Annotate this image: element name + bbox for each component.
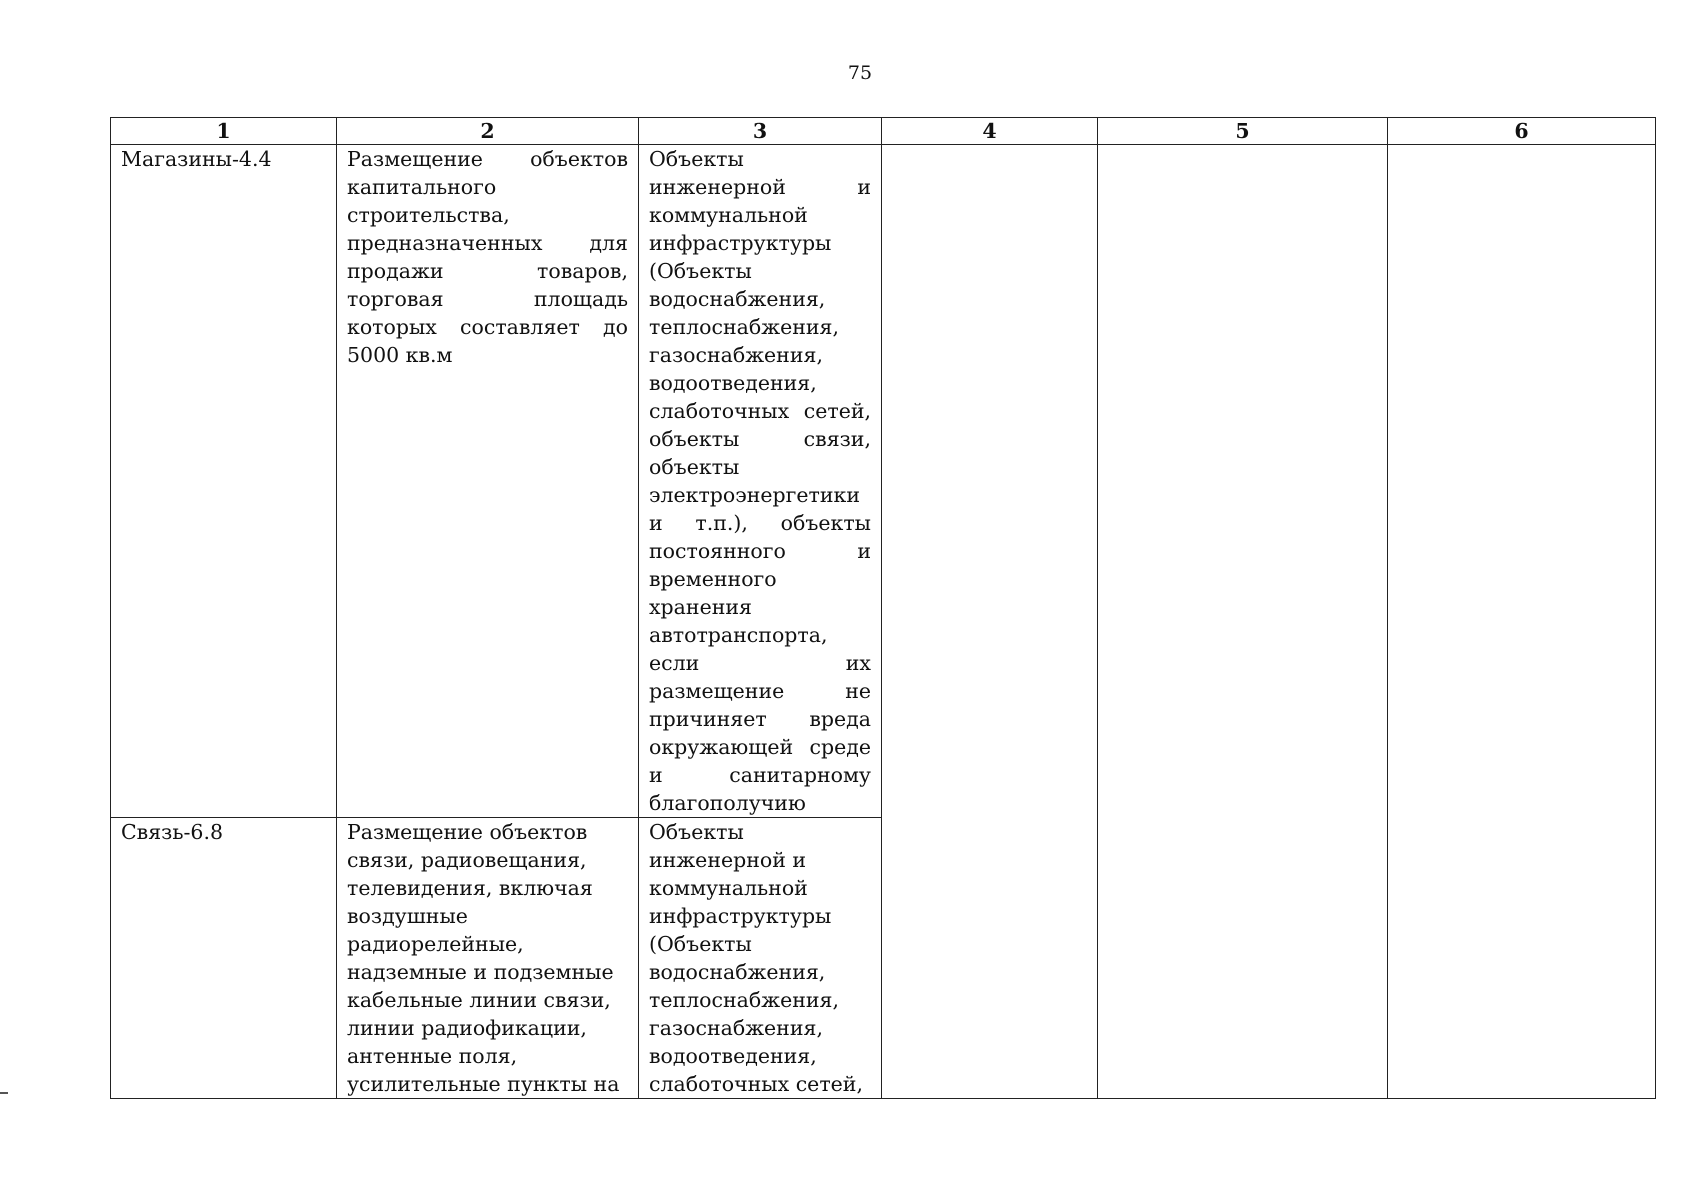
- table-row: [111, 145, 1656, 818]
- page-number: 75: [847, 62, 873, 84]
- column-header-3: 3: [639, 118, 882, 145]
- empty-cell-col-6: [1388, 145, 1656, 1099]
- land-use-name: [111, 818, 337, 1099]
- land-use-name-text: Связь-6.8: [121, 820, 224, 844]
- header-row: [111, 118, 1656, 145]
- land-use-description: Размещение объектов капитального строительства, предназначенных для продажи товаров, торговая площадь которых составляет до 5000 кв.м: [337, 145, 639, 818]
- land-use-description: [337, 818, 639, 1099]
- zoning-table: [110, 117, 1656, 1099]
- column-header-2: 2: [337, 118, 639, 145]
- column-header-6: 6: [1388, 118, 1656, 145]
- auxiliary-uses-text: Объекты инженерной и коммунальной инфраструктуры (Объекты водоснабжения, теплоснабжения, газоснабжения, водоотведения, слаботочных сетей,: [649, 820, 863, 1096]
- auxiliary-uses: [639, 818, 882, 1099]
- column-header-1: 1: [111, 118, 337, 145]
- empty-cell-col-4: [882, 145, 1098, 1099]
- land-use-name: Магазины-4.4: [111, 145, 337, 818]
- land-use-description-text: Размещение объектов связи, радиовещания, телевидения, включая воздушные радиорелейные, надземные и подземные кабельные линии связи, линии радиофикации, антенные поля, усилительные пункты на: [347, 820, 620, 1096]
- empty-cell-col-5: [1098, 145, 1388, 1099]
- auxiliary-uses: Объекты инженерной и коммунальной инфраструктуры (Объекты водоснабжения, теплоснабжения, газоснабжения, водоотведения, слаботочных сетей, объекты связи, объекты электроэнергетики и т.п.), объекты постоянного и временного хранения автотранспорта, если их размещение не причиняет вреда окружающей среде и санитарному благополучию: [639, 145, 882, 818]
- column-header-5: 5: [1098, 118, 1388, 145]
- margin-mark: [0, 1092, 8, 1094]
- column-header-4: 4: [882, 118, 1098, 145]
